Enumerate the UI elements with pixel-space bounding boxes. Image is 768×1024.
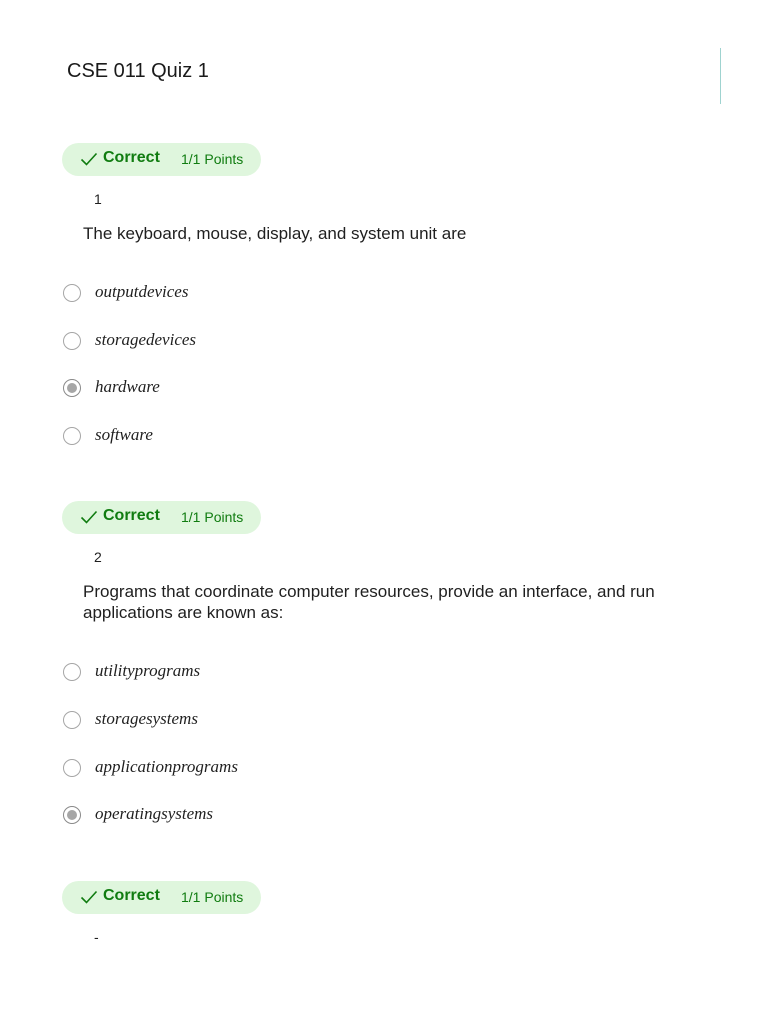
result-badge: [62, 501, 261, 534]
option-hardware[interactable]: [63, 377, 463, 401]
checkmark-icon: [80, 889, 98, 905]
radio-empty-icon[interactable]: [63, 711, 81, 729]
option-operatingsystems[interactable]: [63, 804, 463, 828]
radio-empty-icon[interactable]: [63, 759, 81, 777]
radio-empty-icon[interactable]: [63, 663, 81, 681]
option-outputdevices[interactable]: [63, 282, 463, 306]
result-status: Correct: [103, 507, 160, 524]
option-applicationprograms[interactable]: [63, 757, 463, 781]
result-badge: [62, 881, 261, 914]
option-label: outputdevices: [95, 282, 189, 301]
question-number: -: [94, 929, 99, 945]
scroll-indicator: [720, 48, 721, 104]
radio-filled-icon[interactable]: [63, 806, 81, 824]
radio-empty-icon[interactable]: [63, 427, 81, 445]
checkmark-icon: [80, 151, 98, 167]
option-label: utilityprograms: [95, 661, 201, 680]
option-label: hardware: [95, 377, 160, 396]
radio-filled-icon[interactable]: [63, 379, 81, 397]
option-label: storagesystems: [95, 709, 198, 728]
option-label: storagedevices: [95, 330, 197, 349]
option-label: operatingsystems: [95, 804, 214, 823]
option-label: software: [95, 425, 153, 444]
question-number: 1: [94, 191, 102, 207]
option-software[interactable]: [63, 425, 463, 449]
result-points: 1/1 Points: [181, 889, 244, 905]
option-utilityprograms[interactable]: [63, 661, 463, 685]
result-badge: [62, 143, 261, 176]
result-status: Correct: [103, 149, 160, 166]
quiz-title: CSE 011 Quiz 1: [67, 60, 209, 82]
checkmark-icon: [80, 509, 98, 525]
question-text: The keyboard, mouse, display, and system unit are: [83, 224, 467, 243]
option-storagesystems[interactable]: [63, 709, 463, 733]
question-number: 2: [94, 549, 102, 565]
result-points: 1/1 Points: [181, 509, 244, 525]
radio-empty-icon[interactable]: [63, 284, 81, 302]
option-label: applicationprograms: [95, 757, 238, 776]
radio-empty-icon[interactable]: [63, 332, 81, 350]
result-points: 1/1 Points: [181, 151, 244, 167]
question-text: Programs that coordinate computer resources, provide an interface, and run applications are known as:: [83, 582, 655, 622]
option-storagedevices[interactable]: [63, 330, 463, 354]
result-status: Correct: [103, 887, 160, 904]
